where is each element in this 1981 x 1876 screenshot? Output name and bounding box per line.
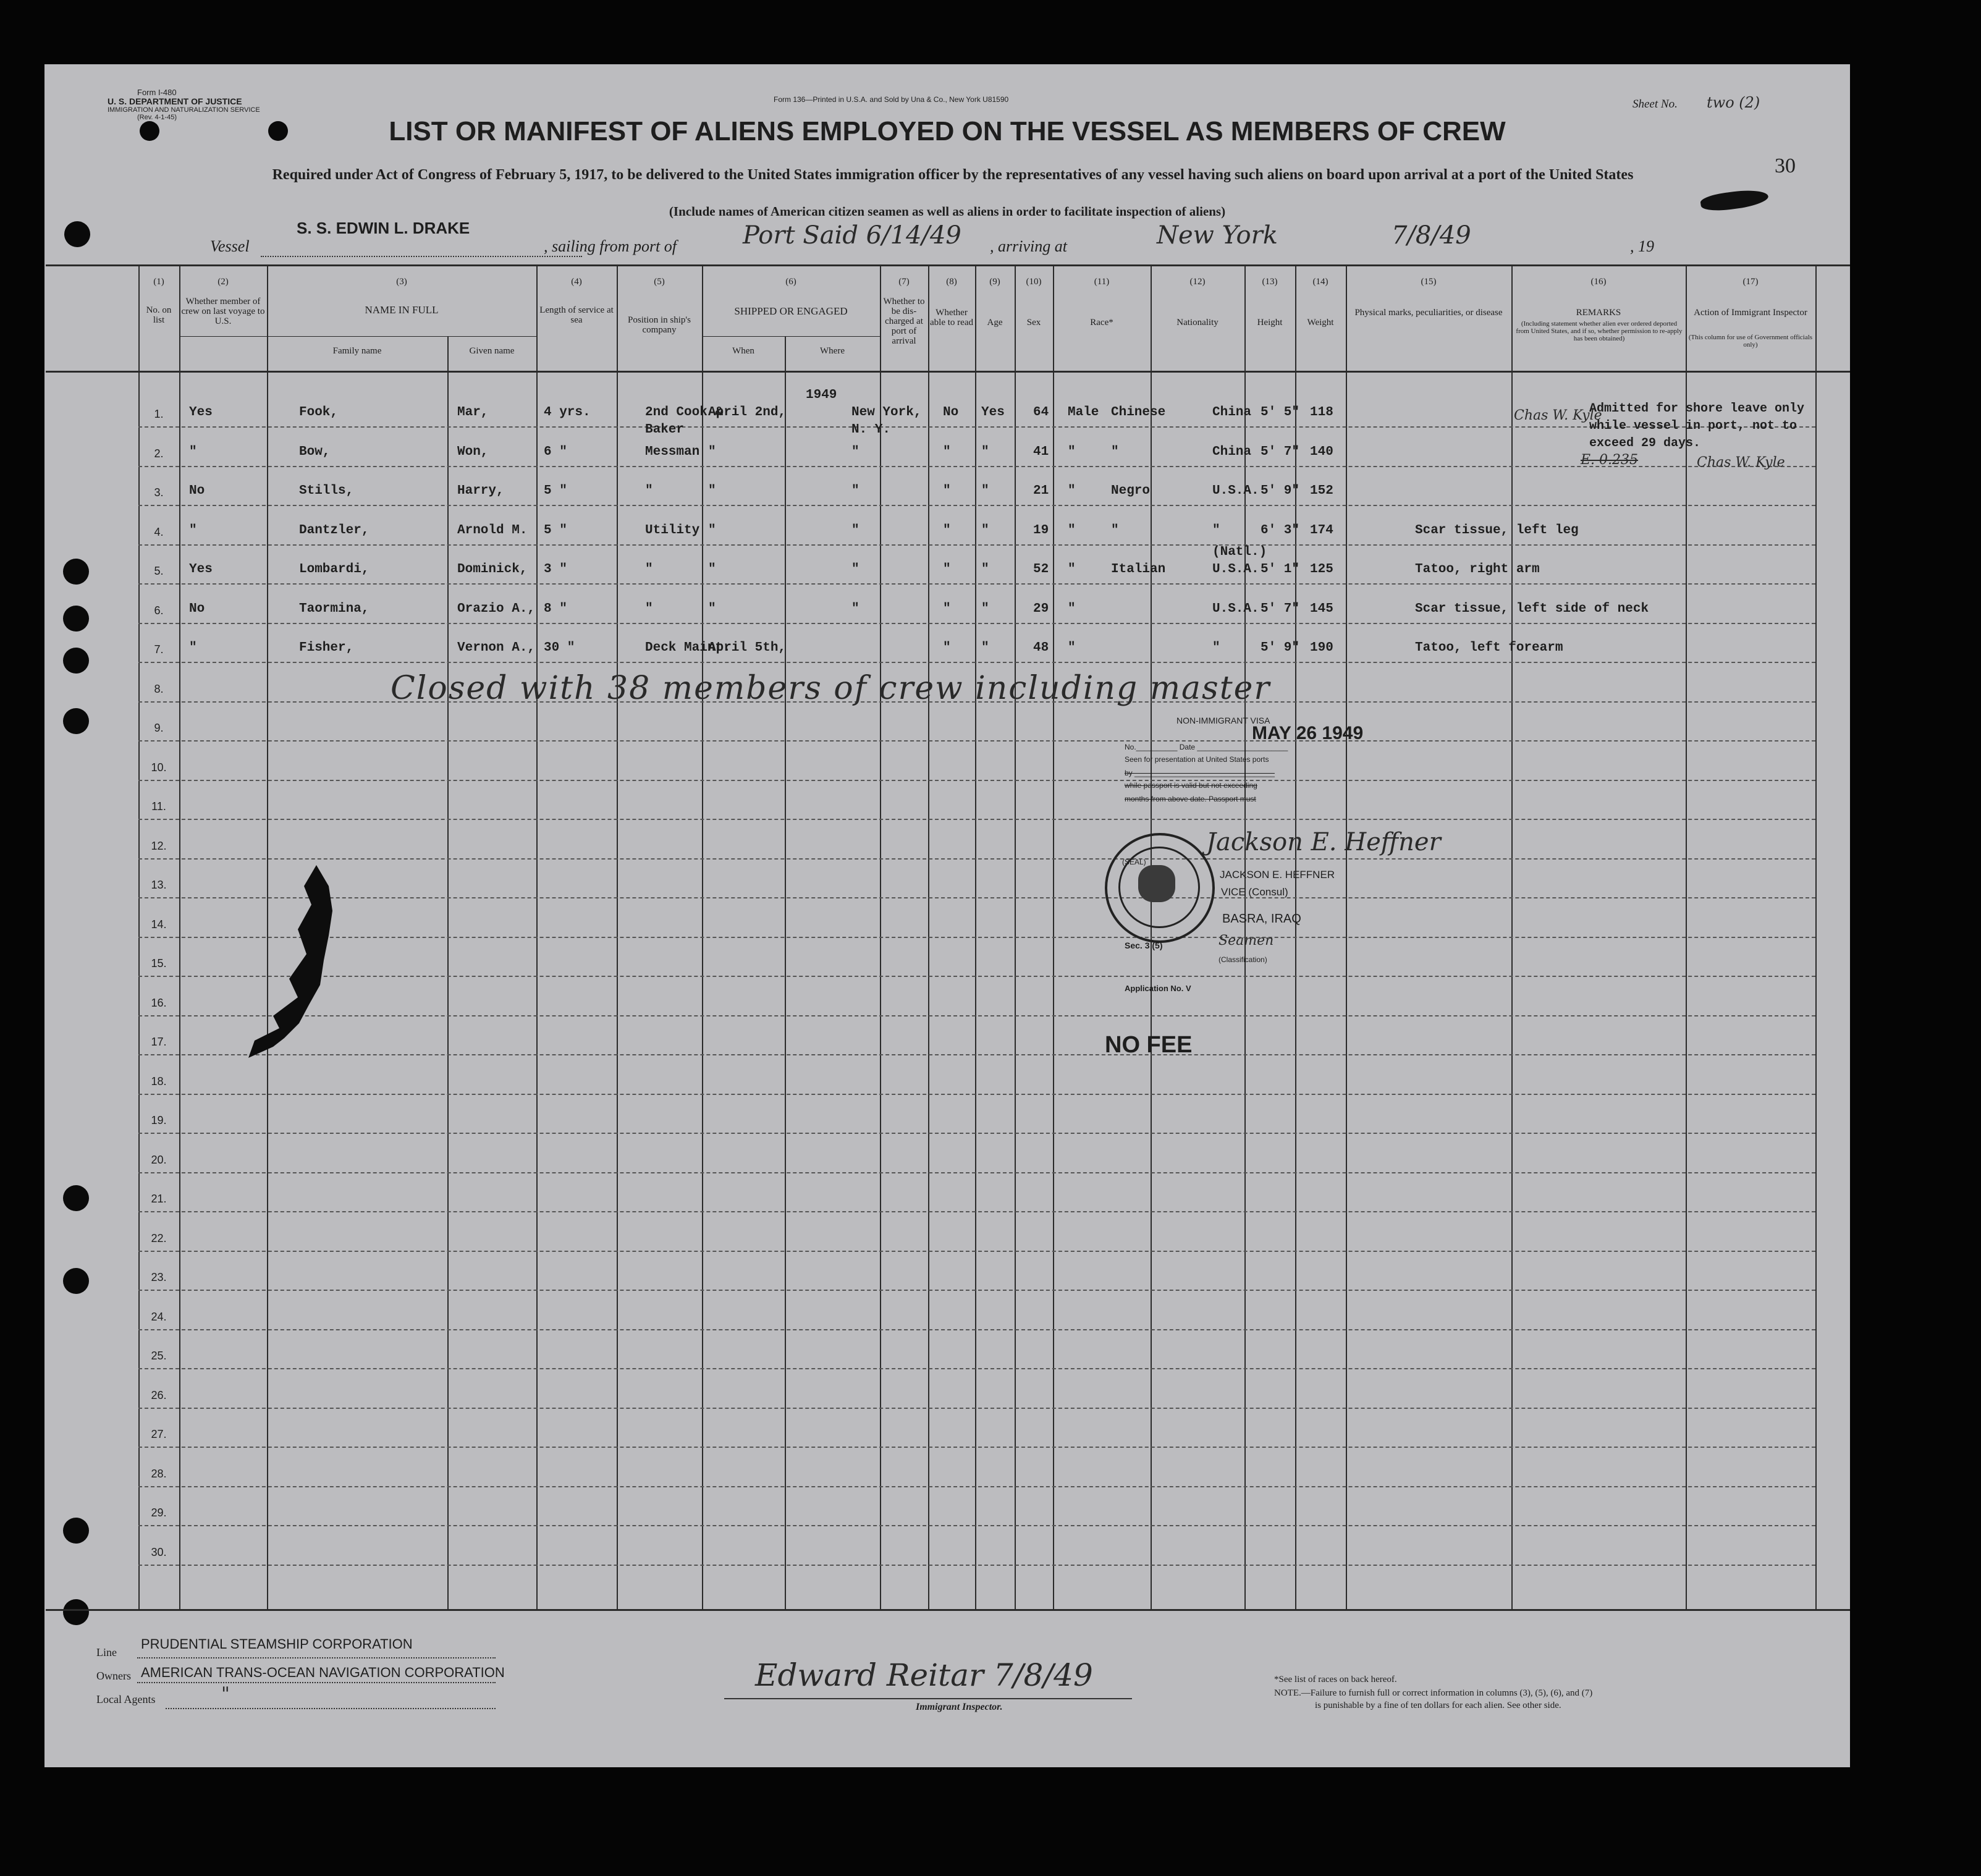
- crew-cell-height: 5' 7": [1261, 602, 1300, 616]
- torn-paper-mark: [230, 861, 335, 1071]
- crew-cell-nationality: U.S.A.: [1212, 602, 1259, 616]
- crew-cell-prior: Yes: [189, 405, 213, 420]
- col-number: (2): [218, 277, 229, 287]
- col-header-weight: Weight: [1307, 318, 1334, 327]
- row-number: 15.: [151, 957, 167, 970]
- dotted-line: [166, 1708, 496, 1709]
- crew-cell-family: Taormina,: [299, 602, 370, 616]
- row-number: 10.: [151, 761, 167, 774]
- punch-hole: [63, 1268, 89, 1294]
- crew-cell-when: ": [708, 523, 716, 538]
- visa-classification: Seamen: [1219, 933, 1274, 949]
- col-header-action: Action of Immigrant Inspector: [1694, 308, 1807, 318]
- col-header-given: Given name: [469, 346, 515, 356]
- col-header-remarks-note: (Including statement whether alien ever ordered deported from United States, and if so, whether permission to re-apply has been obtained): [1516, 320, 1683, 342]
- row-number: 1.: [154, 408, 164, 420]
- crew-cell-weight: 145: [1310, 602, 1333, 616]
- col-header-no: No. on list: [146, 305, 172, 325]
- row-number: 3.: [154, 486, 164, 499]
- row-rule: [138, 1408, 1815, 1409]
- footnote-penalty-2: is punishable by a fine of ten dollars for each alien. See other side.: [1315, 1701, 1561, 1710]
- row-rule: [138, 623, 1815, 624]
- col-header-remarks: REMARKS: [1576, 308, 1621, 318]
- row-number: 11.: [151, 800, 166, 813]
- crew-cell-position: ": [645, 602, 653, 616]
- remark-line-2: while vessel in port, not to: [1589, 419, 1797, 433]
- row-rule: [138, 1525, 1815, 1526]
- arriving-label: , arriving at: [990, 237, 1067, 255]
- row-number: 6.: [154, 604, 164, 617]
- crew-cell-service: 5 ": [544, 484, 567, 498]
- crew-cell-read: ": [981, 562, 989, 577]
- crew-cell-where: ": [851, 523, 860, 538]
- crew-cell-height: 5' 9": [1261, 484, 1300, 498]
- crew-cell-when: ": [708, 484, 716, 498]
- inspector-initials: Chas W. Kyle: [1697, 455, 1785, 470]
- col-number: (8): [946, 277, 957, 287]
- crew-cell-service: 30 ": [544, 641, 575, 655]
- col-number: (13): [1262, 277, 1278, 287]
- col-number: (14): [1312, 277, 1328, 287]
- remarks-initials: Chas W. Kyle: [1514, 408, 1602, 423]
- row-rule: [138, 1054, 1815, 1055]
- crew-cell-where: ": [851, 602, 860, 616]
- crew-cell-weight: 190: [1310, 641, 1333, 655]
- sheet-label: Sheet No.: [1633, 98, 1678, 111]
- row-rule: [138, 583, 1815, 585]
- crew-cell-when: April 2nd,: [708, 405, 787, 420]
- crew-cell-when: ": [708, 445, 716, 459]
- row-number: 8.: [154, 683, 164, 695]
- form-number: Form I-480: [137, 88, 177, 97]
- crew-cell-prior: ": [189, 523, 197, 538]
- crew-cell-given: Dominick,: [457, 562, 528, 577]
- crew-cell-position: Deck Maint.: [645, 641, 731, 655]
- crew-cell-natl: (Natl.): [1212, 545, 1267, 559]
- col-number: (7): [898, 277, 910, 287]
- row-rule: [138, 1447, 1815, 1448]
- crew-cell-family: Stills,: [299, 484, 354, 498]
- line-label: Line: [96, 1646, 117, 1658]
- crew-cell-height: 6' 3": [1261, 523, 1300, 538]
- row-rule: [138, 466, 1815, 467]
- row-number: 30.: [151, 1546, 167, 1558]
- col-header-length: Length of service at sea: [539, 305, 614, 325]
- row-number: 18.: [151, 1075, 167, 1088]
- crew-cell-given: Vernon A.,: [457, 641, 536, 655]
- agents-label: Local Agents: [96, 1693, 156, 1705]
- visa-section: Sec. 3 (5): [1125, 940, 1163, 950]
- crew-cell-weight: 152: [1310, 484, 1333, 498]
- row-number: 25.: [151, 1350, 167, 1362]
- row-number: 22.: [151, 1232, 167, 1244]
- crew-cell-where: ": [851, 445, 860, 459]
- crew-cell-nationality: ": [1212, 523, 1220, 538]
- col-header-nationality: Nationality: [1176, 318, 1219, 327]
- manifest-sheet: [44, 64, 1850, 1767]
- crew-cell-height: 5' 5": [1261, 405, 1300, 420]
- row-rule: [138, 662, 1815, 663]
- crew-cell-weight: 174: [1310, 523, 1333, 538]
- col-line: [447, 336, 449, 1609]
- owners-value: AMERICAN TRANS-OCEAN NAVIGATION CORPORATION: [141, 1665, 505, 1680]
- row-rule: [138, 897, 1815, 898]
- col-number: (1): [153, 277, 164, 287]
- row-rule: [138, 1251, 1815, 1252]
- subtitle: Required under Act of Congress of February 5, 1917, to be delivered to the United States immigration officer by the representatives of any vessel having such aliens on board upon arrival at a port of the United States: [272, 167, 1634, 183]
- crew-cell-marks: Scar tissue, left side of neck: [1415, 602, 1649, 616]
- row-rule: [138, 976, 1815, 977]
- crew-cell-position: 2nd Cook &: [645, 405, 724, 420]
- row-rule: [138, 1565, 1815, 1566]
- visa-line-3: by __________________________________: [1125, 769, 1275, 777]
- shipped-subdivider: [702, 336, 880, 337]
- row-number: 27.: [151, 1428, 167, 1440]
- dotted-line: [137, 1682, 496, 1683]
- line-value: PRUDENTIAL STEAMSHIP CORPORATION: [141, 1636, 413, 1652]
- col-line: [1815, 264, 1817, 1609]
- crew-cell-race: ": [1111, 445, 1119, 459]
- row-rule: [138, 740, 1815, 742]
- row-number: 4.: [154, 526, 164, 538]
- year-label: , 19: [1630, 237, 1654, 255]
- crew-cell-when: ": [708, 562, 716, 577]
- crew-cell-age: 21: [1033, 484, 1049, 498]
- no-fee-stamp: NO FEE: [1105, 1032, 1193, 1058]
- header-bottom: [46, 371, 1850, 373]
- signature-line: [724, 1698, 1132, 1699]
- col-number: (3): [396, 277, 407, 287]
- col-header-shipped: SHIPPED OR ENGAGED: [734, 305, 848, 317]
- row-rule: [138, 426, 1815, 428]
- consul-post: BASRA, IRAQ: [1222, 912, 1301, 926]
- crew-cell-where: ": [851, 562, 860, 577]
- crew-cell-prior: No: [189, 602, 205, 616]
- crew-cell-read: ": [981, 523, 989, 538]
- remark-line-3: exceed 29 days.: [1589, 436, 1701, 450]
- col-header-discharged: Whether to be dis-charged at port of arrival: [883, 297, 925, 346]
- revision: (Rev. 4-1-45): [137, 114, 177, 121]
- service: IMMIGRATION AND NATURALIZATION SERVICE: [108, 106, 260, 114]
- row-number: 14.: [151, 918, 167, 931]
- crew-cell-position: ": [645, 562, 653, 577]
- crew-cell-sex: ": [1068, 562, 1076, 577]
- row-rule: [138, 505, 1815, 506]
- crew-cell-marks: Tatoo, right arm: [1415, 562, 1540, 577]
- col-header-member: Whether member of crew on last voyage to U.S.: [181, 297, 265, 326]
- crew-cell-discharge: No: [943, 405, 959, 420]
- table-bottom: [46, 1609, 1850, 1611]
- crew-cell-sex: ": [1068, 602, 1076, 616]
- row-number: 21.: [151, 1193, 167, 1205]
- crew-cell-sex: ": [1068, 445, 1076, 459]
- dotted-line: [261, 256, 582, 257]
- crew-cell-prior: Yes: [189, 562, 213, 577]
- footnote-penalty-1: NOTE.—Failure to furnish full or correct information in columns (3), (5), (6), and (7): [1274, 1688, 1593, 1698]
- row-rule: [138, 1015, 1815, 1016]
- col-header-sex: Sex: [1026, 318, 1041, 327]
- col-header-when: When: [732, 346, 754, 356]
- col-header-action-note: (This column for use of Government officials only): [1688, 334, 1813, 349]
- crew-cell-position: ": [645, 484, 653, 498]
- department: U. S. DEPARTMENT OF JUSTICE: [108, 96, 242, 106]
- crew-cell-prior: ": [189, 445, 197, 459]
- crew-cell-given: Arnold M.: [457, 523, 528, 538]
- visa-line-2: Seen for presentation at United States ports: [1125, 755, 1269, 764]
- visa-line-4: while passport is valid but not exceeding: [1125, 781, 1257, 790]
- row-rule: [138, 819, 1815, 820]
- page-title: LIST OR MANIFEST OF ALIENS EMPLOYED ON THE VESSEL AS MEMBERS OF CREW: [389, 116, 1506, 146]
- row-number: 28.: [151, 1468, 167, 1480]
- crew-cell-where-cont: N. Y.: [851, 423, 891, 437]
- col-number: (9): [989, 277, 1000, 287]
- col-header-family: Family name: [332, 346, 382, 356]
- crew-cell-where: ": [851, 484, 860, 498]
- crew-cell-nationality: ": [1212, 641, 1220, 655]
- crew-cell-discharge: ": [943, 445, 951, 459]
- crew-cell-weight: 125: [1310, 562, 1333, 577]
- crew-cell-position: Messman: [645, 445, 700, 459]
- sheet-number: two (2): [1707, 94, 1760, 111]
- owners-label: Owners: [96, 1670, 131, 1682]
- row-number: 12.: [151, 840, 167, 852]
- punch-hole: [64, 221, 90, 247]
- row-number: 23.: [151, 1271, 167, 1283]
- crew-cell-family: Lombardi,: [299, 562, 370, 577]
- punch-hole: [63, 648, 89, 674]
- punch-hole: [63, 559, 89, 585]
- crew-cell-sex: ": [1068, 484, 1076, 498]
- crew-cell-prior: No: [189, 484, 205, 498]
- col-header-position: Position in ship's company: [628, 315, 691, 335]
- name-subdivider: [179, 336, 536, 337]
- row-number: 29.: [151, 1506, 167, 1519]
- crew-cell-given: Orazio A.,: [457, 602, 536, 616]
- remarks-struck: E. 0.235: [1581, 452, 1639, 468]
- row-number: 5.: [154, 565, 164, 577]
- sailing-label: , sailing from port of: [544, 237, 677, 255]
- visa-application: Application No. V: [1125, 984, 1191, 993]
- subtitle-note: (Include names of American citizen seamen as well as aliens in order to facilitate inspection of aliens): [669, 204, 1226, 219]
- crew-cell-weight: 140: [1310, 445, 1333, 459]
- page-number: 30: [1775, 154, 1796, 177]
- closing-note: Closed with 38 members of crew including master: [391, 670, 1271, 707]
- crew-cell-service: 5 ": [544, 523, 567, 538]
- crew-cell-marks: Scar tissue, left leg: [1415, 523, 1579, 538]
- crew-cell-nationality: China: [1212, 445, 1252, 459]
- crew-cell-marks: Tatoo, left forearm: [1415, 641, 1563, 655]
- footnote-races: *See list of races on back hereof.: [1274, 1675, 1397, 1684]
- col-number: (4): [571, 277, 582, 287]
- crew-cell-service: 6 ": [544, 445, 567, 459]
- row-rule: [138, 1133, 1815, 1134]
- crew-cell-read: ": [981, 641, 989, 655]
- consul-title: VICE (Consul): [1221, 886, 1288, 898]
- inspector-signature: Edward Reitar 7/8/49: [755, 1657, 1093, 1693]
- visa-date: MAY 26 1949: [1252, 723, 1364, 743]
- consul-signature: Jackson E. Heffner: [1206, 828, 1441, 856]
- row-rule: [138, 1368, 1815, 1369]
- crew-cell-discharge: ": [943, 484, 951, 498]
- punch-hole: [63, 708, 89, 734]
- consulate-seal: (SEAL): [1105, 833, 1215, 943]
- agents-value: ": [221, 1683, 230, 1705]
- col-number: (5): [654, 277, 665, 287]
- crew-cell-read: ": [981, 484, 989, 498]
- crew-cell-weight: 118: [1310, 405, 1333, 420]
- crew-cell-read: ": [981, 602, 989, 616]
- crew-cell-age: 19: [1033, 523, 1049, 538]
- inspector-label: Immigrant Inspector.: [916, 1702, 1003, 1712]
- row-rule: [138, 1211, 1815, 1212]
- table-top: [46, 264, 1850, 266]
- arrival-date: 7/8/49: [1392, 221, 1471, 250]
- col-header-marks: Physical marks, peculiarities, or disease: [1354, 308, 1503, 318]
- crew-cell-given: Harry,: [457, 484, 504, 498]
- crew-cell-discharge: ": [943, 602, 951, 616]
- row-number: 9.: [154, 722, 164, 734]
- crew-cell-family: Bow,: [299, 445, 331, 459]
- row-number: 17.: [151, 1036, 167, 1048]
- crew-cell-discharge: ": [943, 641, 951, 655]
- arriving-port: New York: [1157, 221, 1278, 250]
- printer-line: Form 136—Printed in U.S.A. and Sold by Una & Co., New York U81590: [774, 95, 1009, 104]
- crew-cell-race: Negro: [1111, 484, 1151, 498]
- row-rule: [138, 1486, 1815, 1487]
- vessel-label: Vessel: [210, 237, 250, 255]
- punch-hole: [63, 1518, 89, 1544]
- crew-cell-age: 41: [1033, 445, 1049, 459]
- col-header-where: Where: [820, 346, 845, 356]
- col-number: (10): [1026, 277, 1042, 287]
- crew-cell-discharge: ": [943, 562, 951, 577]
- row-number: 13.: [151, 879, 167, 891]
- vessel-name: S. S. EDWIN L. DRAKE: [297, 219, 470, 237]
- visa-line-1: No.__________ Date ______________________: [1125, 743, 1288, 751]
- crew-cell-height: 5' 1": [1261, 562, 1300, 577]
- col-header-height: Height: [1257, 318, 1283, 327]
- crew-cell-given: Mar,: [457, 405, 489, 420]
- row-number: 20.: [151, 1154, 167, 1166]
- crew-cell-position: Utility: [645, 523, 700, 538]
- row-rule: [138, 937, 1815, 938]
- row-number: 16.: [151, 997, 167, 1009]
- crew-cell-sex: ": [1068, 641, 1076, 655]
- col-number: (15): [1421, 277, 1437, 287]
- row-number: 26.: [151, 1389, 167, 1401]
- crew-cell-family: Fook,: [299, 405, 339, 420]
- col-number: (11): [1094, 277, 1110, 287]
- crew-cell-age: 64: [1033, 405, 1049, 420]
- punch-hole: [63, 1599, 89, 1625]
- crew-cell-sex: ": [1068, 523, 1076, 538]
- crew-cell-service: 4 yrs.: [544, 405, 591, 420]
- crew-cell-nationality: U.S.A.: [1212, 484, 1259, 498]
- row-number: 24.: [151, 1311, 167, 1323]
- consul-name: JACKSON E. HEFFNER: [1220, 869, 1335, 881]
- crew-cell-where: New York,: [851, 405, 922, 420]
- row-rule: [138, 780, 1815, 781]
- punch-hole: [63, 606, 89, 632]
- crew-cell-discharge: ": [943, 523, 951, 538]
- crew-cell-prior: ": [189, 641, 197, 655]
- row-rule: [138, 544, 1815, 546]
- punch-hole: [63, 1185, 89, 1211]
- crew-cell-race: Italian: [1111, 562, 1166, 577]
- col-header-race: Race*: [1090, 318, 1113, 327]
- crew-cell-position-cont: Baker: [645, 423, 685, 437]
- crew-cell-given: Won,: [457, 445, 489, 459]
- row-number: 19.: [151, 1114, 167, 1126]
- visa-classification-label: (Classification): [1219, 955, 1267, 964]
- row-rule: [138, 1172, 1815, 1173]
- crew-cell-age: 52: [1033, 562, 1049, 577]
- row-rule: [138, 1290, 1815, 1291]
- col-number: (6): [785, 277, 796, 287]
- row-number: 2.: [154, 447, 164, 460]
- crew-cell-height: 5' 9": [1261, 641, 1300, 655]
- crew-cell-read: Yes: [981, 405, 1005, 420]
- crew-cell-read: ": [981, 445, 989, 459]
- crew-cell-service: 3 ": [544, 562, 567, 577]
- visa-line-5: months from above date. Passport must: [1125, 795, 1256, 803]
- crew-cell-age: 29: [1033, 602, 1049, 616]
- col-header-read: Whether able to read: [930, 308, 973, 327]
- col-number: (17): [1742, 277, 1759, 287]
- col-line: [785, 336, 786, 1609]
- row-number: 7.: [154, 643, 164, 656]
- col-number: (16): [1590, 277, 1607, 287]
- sailing-port: Port Said 6/14/49: [743, 221, 961, 250]
- crew-cell-height: 5' 7": [1261, 445, 1300, 459]
- crew-cell-age: 48: [1033, 641, 1049, 655]
- row-rule: [138, 858, 1815, 860]
- dotted-line: [137, 1657, 496, 1658]
- col-header-age: Age: [987, 318, 1003, 327]
- crew-cell-family: Fisher,: [299, 641, 354, 655]
- row-rule: [138, 1094, 1815, 1095]
- crew-cell-sex: Male: [1068, 405, 1099, 420]
- crew-cell-service: 8 ": [544, 602, 567, 616]
- crew-cell-family: Dantzler,: [299, 523, 370, 538]
- crew-cell-when: ": [708, 602, 716, 616]
- visa-title: NON-IMMIGRANT VISA: [1176, 716, 1270, 725]
- col-header-name: NAME IN FULL: [365, 304, 439, 316]
- remark-line-1: Admitted for shore leave only: [1589, 402, 1805, 416]
- row-rule: [138, 1329, 1815, 1330]
- crew-cell-nationality: China: [1212, 405, 1252, 420]
- crew-cell-nationality: U.S.A.: [1212, 562, 1259, 577]
- crew-cell-year: 1949: [806, 388, 837, 402]
- crew-cell-when: April 5th,: [708, 641, 787, 655]
- crew-cell-race: ": [1111, 523, 1119, 538]
- crew-cell-race: Chinese: [1111, 405, 1166, 420]
- col-number: (12): [1189, 277, 1206, 287]
